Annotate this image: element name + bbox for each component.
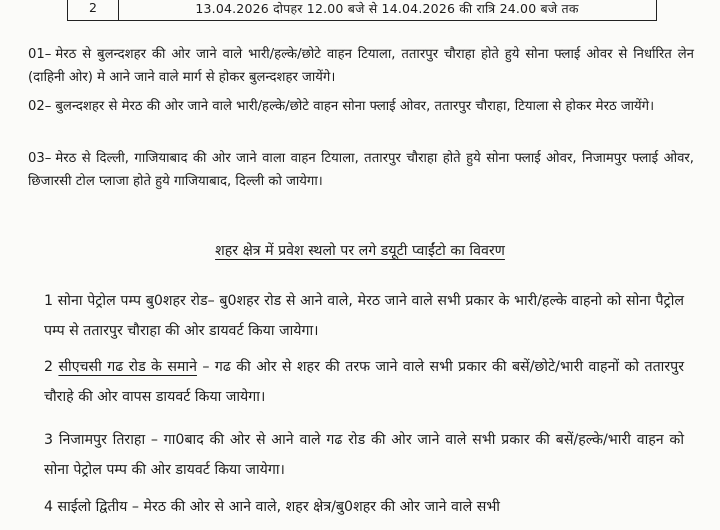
duty-point-text: – गा0बाद की ओर से आने वाले गढ रोड की ओर जाने वाले सभी प्रकार की बसें/हल्के/भारी वाहन को सोना पेट्रोल पम्प की ओर डायवर्ट किया जायेगा। <box>44 432 685 478</box>
schedule-table-row <box>67 0 657 21</box>
route-text: मेरठ से बुलन्दशहर की ओर जाने वाले भारी/हल्के/छोटे वाहन टियाला, ततारपुर चौराहा होते हुये सोना फ्लाई ओवर से निर्धारित लेन (दाहिनी ओर) मे आने जाने वाले मार्ग से होकर बुलन्दशहर जायेंगे। <box>28 47 694 85</box>
duty-point-label: साईलो द्वितीय <box>57 499 128 515</box>
duty-point-number: 1 <box>44 293 54 309</box>
route-number: 02– <box>28 99 52 114</box>
duty-point-number: 4 <box>44 499 54 515</box>
duty-point-text: – गढ की ओर से शहर की तरफ जाने वाले सभी प्रकार की बसें/छोटे/भारी वाहनों को ततारपुर चौराहे की ओर वापस डायवर्ट किया जायेगा। <box>44 359 684 405</box>
duty-point-text: – मेरठ की ओर से आने वाले, शहर क्षेत्र/बु0शहर की ओर जाने वाले सभी <box>131 499 500 515</box>
section-heading-text: शहर क्षेत्र में प्रवेश स्थलो पर लगे डयूटी प्वाईंटो का विवरण <box>215 243 505 259</box>
duty-point-label: सोना पेट्रोल पम्प बु0शहर रोड– <box>57 293 215 309</box>
route-paragraph-3 <box>28 147 694 193</box>
duty-point-text: बु0शहर रोड से आने वाले, मेरठ जाने वाले सभी प्रकार के भारी/हल्के वाहनो को सोना पैट्रोल पम्प से ततारपुर चौराहा की ओर डायवर्ट किया जायेगा। <box>44 293 684 339</box>
route-text: मेरठ से दिल्ली, गाजियाबाद की ओर जाने वाला वाहन टियाला, ततारपुर चौराहा होते हुये सोना फ्लाई ओवर, निजामपुर फ्लाई ओवर, छिजारसी टोल प्लाजा होते हुये गाजियाबाद, दिल्ली को जायेगा। <box>28 151 694 189</box>
duty-point-4 <box>44 492 684 522</box>
duty-point-number: 3 <box>44 432 54 448</box>
table-serial-cell: 2 <box>89 0 97 15</box>
duty-point-2 <box>44 352 684 412</box>
duty-point-1 <box>44 286 684 346</box>
duty-point-label: निजामपुर तिराहा <box>58 432 146 448</box>
route-text: बुलन्दशहर से मेरठ की ओर जाने वाले भारी/हल्के/छोटे वाहन सोना फ्लाई ओवर, ततारपुर चौराहा, टियाला से होकर मेरठ जायेंगे। <box>55 99 655 114</box>
duty-point-3 <box>44 425 684 485</box>
route-paragraph-1 <box>28 43 694 89</box>
section-heading <box>0 241 720 260</box>
route-paragraph-2 <box>28 95 694 118</box>
route-number: 03– <box>28 151 52 166</box>
duty-point-label: सीएचसी गढ रोड के समाने <box>58 359 197 375</box>
table-date-cell: 13.04.2026 दोपहर 12.00 बजे से 14.04.2026 की रात्रि 24.00 बजे तक <box>195 1 579 16</box>
duty-point-number: 2 <box>44 359 54 375</box>
route-number: 01– <box>28 47 52 62</box>
